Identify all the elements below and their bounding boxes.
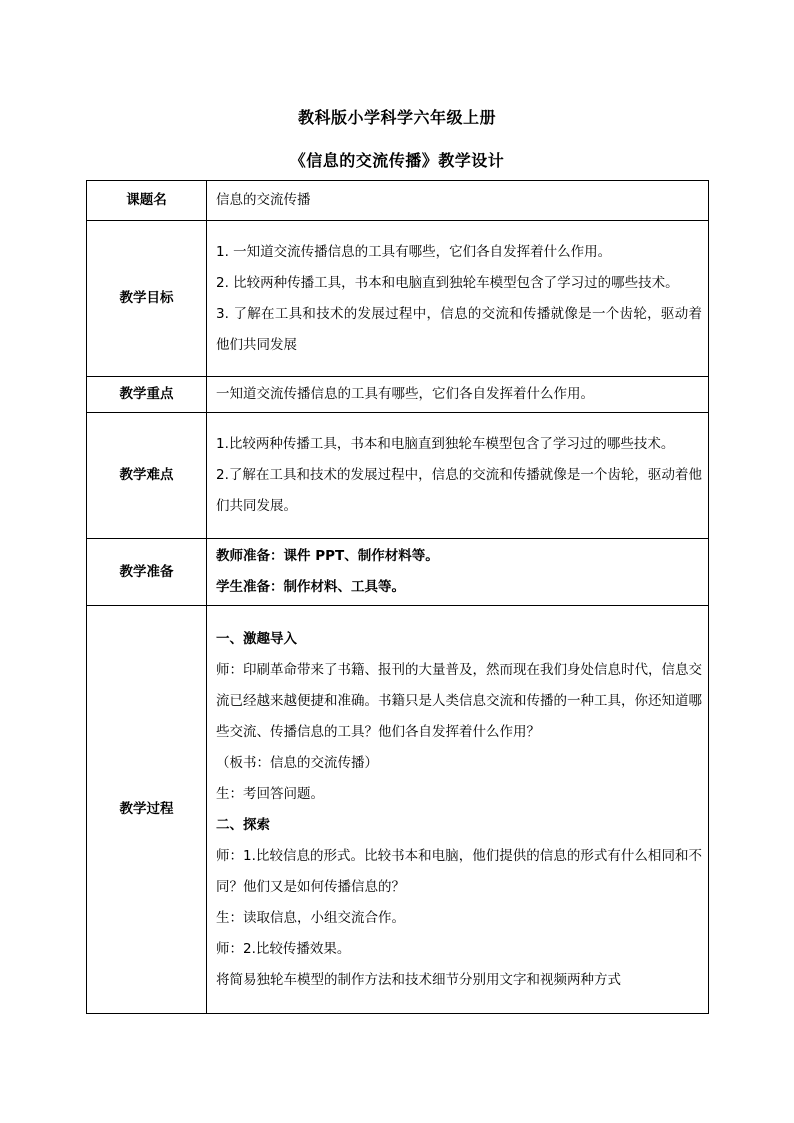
difficulty-item: 1.比较两种传播工具，书本和电脑直到独轮车模型包含了学习过的哪些技术。: [216, 436, 675, 452]
process-paragraph: 师：1.比较信息的形式。比较书本和电脑，他们提供的信息的形式有什么相同和不同？他们又是如何传播信息的？: [216, 847, 702, 895]
row-label-process: 教学过程: [87, 606, 207, 1014]
focus-text: 一知道交流传播信息的工具有哪些，它们各自发挥着什么作用。: [216, 386, 594, 402]
teacher-preparation: 教师准备：课件 PPT、制作材料等。: [216, 548, 439, 564]
row-label-difficulty: 教学难点: [87, 413, 207, 539]
row-label-topic: 课题名: [87, 181, 207, 221]
table-row-difficulty: [87, 413, 709, 539]
lesson-plan-table: [86, 180, 709, 1014]
process-paragraph: 师：2.比较传播效果。: [216, 940, 351, 957]
objective-item: 2. 比较两种传播工具，书本和电脑直到独轮车模型包含了学习过的哪些技术。: [216, 274, 679, 291]
row-value-process: [207, 606, 709, 1014]
table-row-topic: [87, 181, 709, 221]
table-row-objectives: [87, 221, 709, 377]
topic-text: 信息的交流传播: [216, 192, 311, 208]
row-value-topic: [207, 181, 709, 221]
objective-item: 3. 了解在工具和技术的发展过程中，信息的交流和传播就像是一个齿轮，驱动着他们共同发展: [216, 305, 702, 353]
row-value-objectives: [207, 221, 709, 377]
process-paragraph: （板书：信息的交流传播）: [216, 754, 378, 771]
row-value-difficulty: [207, 413, 709, 539]
process-paragraph: 生：读取信息，小组交流合作。: [216, 909, 405, 926]
row-label-objectives: 教学目标: [87, 221, 207, 377]
table-row-preparation: [87, 539, 709, 606]
process-paragraph: 师：印刷革命带来了书籍、报刊的大量普及，然而现在我们身处信息时代，信息交流已经越来越便捷和准确。书籍只是人类信息交流和传播的一种工具，你还知道哪些交流、传播信息的工具？他们各自发挥着什么作用？: [216, 661, 702, 740]
document-title: 教科版小学科学六年级上册: [297, 108, 496, 127]
row-value-focus: [207, 377, 709, 413]
student-preparation: 学生准备：制作材料、工具等。: [216, 579, 405, 595]
section-heading: 二、探索: [216, 816, 270, 833]
table-row-process: [87, 606, 709, 1014]
table-row-focus: [87, 377, 709, 413]
process-paragraph: 将简易独轮车模型的制作方法和技术细节分别用文字和视频两种方式: [216, 971, 621, 988]
document-subtitle: 《信息的交流传播》教学设计: [289, 151, 505, 170]
row-value-preparation: [207, 539, 709, 606]
difficulty-item: 2.了解在工具和技术的发展过程中，信息的交流和传播就像是一个齿轮，驱动着他们共同发展。: [216, 467, 702, 514]
objective-item: 1. 一知道交流传播信息的工具有哪些，它们各自发挥着什么作用。: [216, 243, 612, 260]
row-label-focus: 教学重点: [87, 377, 207, 413]
section-heading: 一、激趣导入: [216, 630, 297, 647]
process-paragraph: 生：考回答问题。: [216, 785, 324, 802]
row-label-preparation: 教学准备: [87, 539, 207, 606]
